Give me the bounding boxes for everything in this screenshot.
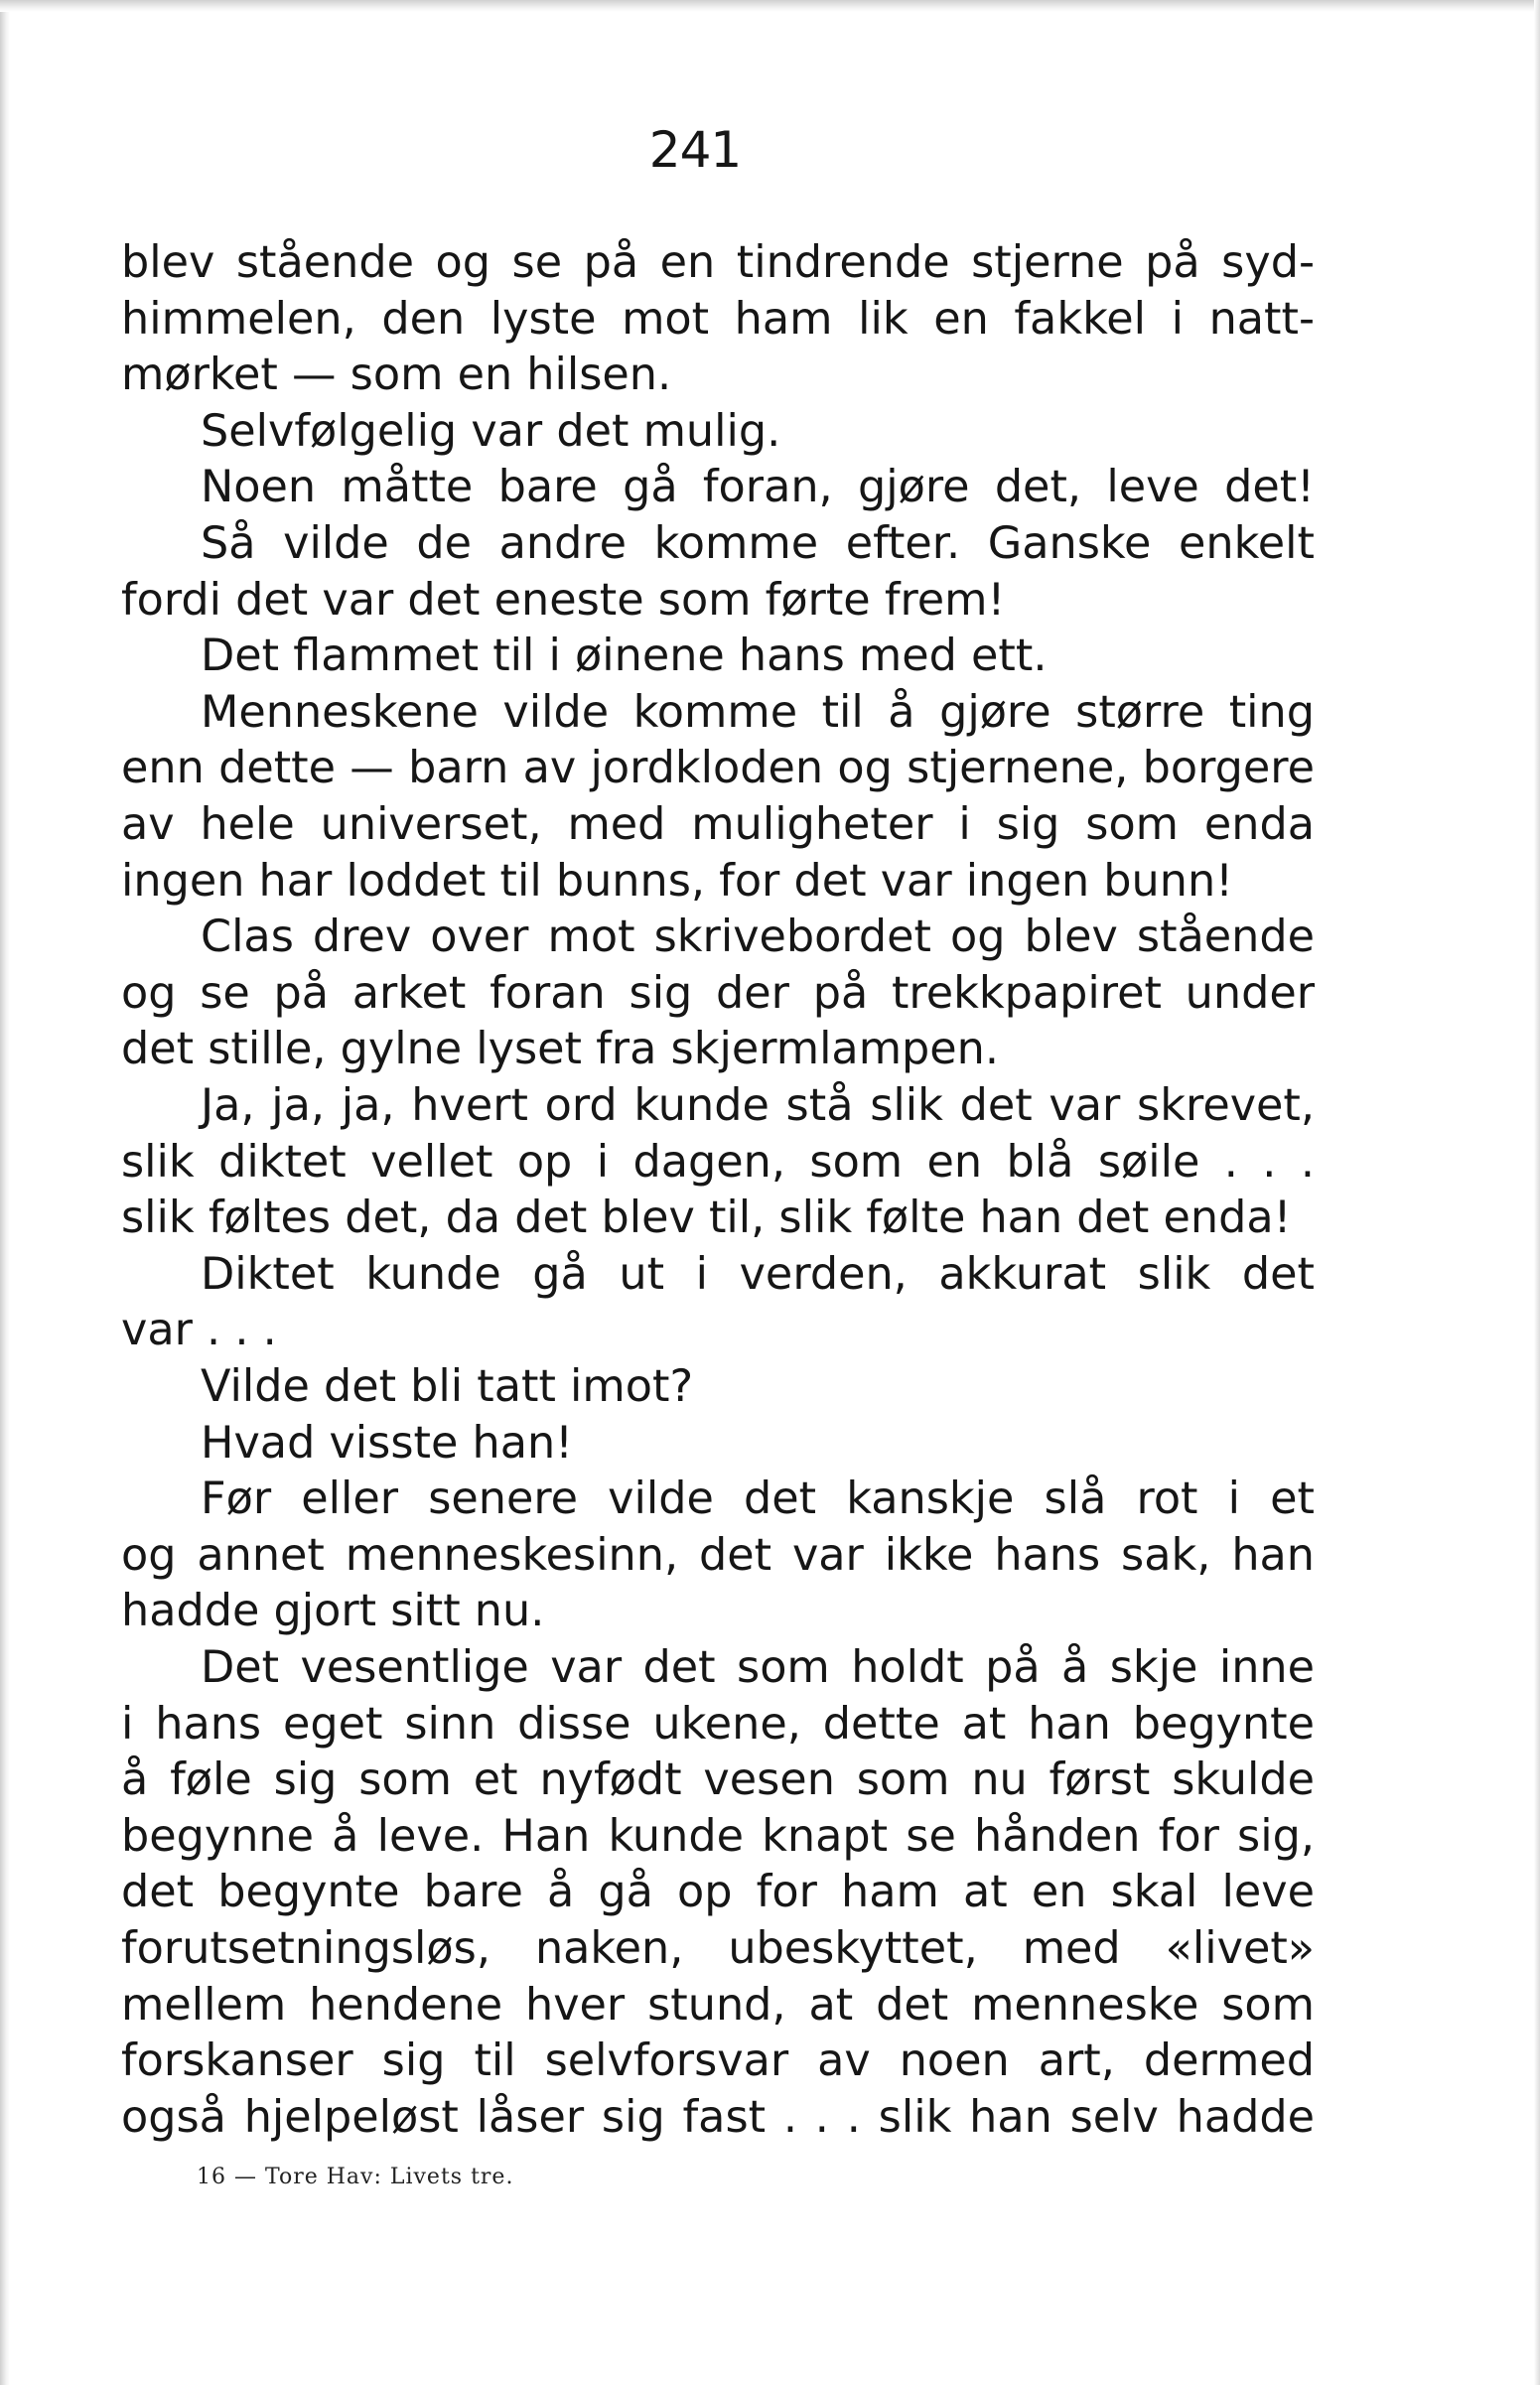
text-line: det stille, gylne lyset fra skjermlampen. bbox=[121, 1024, 1000, 1075]
text-line: Hvad visste han! bbox=[201, 1417, 574, 1469]
text-line: og annet menneskesinn, det var ikke hans sak, han bbox=[121, 1529, 1315, 1581]
page-right-edge bbox=[1534, 0, 1540, 2385]
text-line: Selvfølgelig var det mulig. bbox=[201, 405, 781, 457]
page-number: 241 bbox=[648, 121, 742, 179]
signature-footer: 16 — Tore Hav: Livets tre. bbox=[197, 2165, 514, 2189]
text-line: i hans eget sinn disse ukene, dette at han begynte bbox=[121, 1698, 1315, 1750]
text-line: hadde gjort sitt nu. bbox=[121, 1586, 545, 1637]
text-line: mellem hendene hver stund, at det menneske som bbox=[121, 1979, 1315, 2031]
text-line: blev stående og se på en tindrende stjerne på syd- bbox=[121, 237, 1315, 288]
text-line: forutsetningsløs, naken, ubeskyttet, med «livet» bbox=[121, 1923, 1315, 1974]
text-line: enn dette — barn av jordkloden og stjernene, borgere bbox=[121, 743, 1315, 794]
text-line: å føle sig som et nyfødt vesen som nu først skulde bbox=[121, 1754, 1315, 1806]
text-line: var . . . bbox=[121, 1305, 277, 1356]
text-line: mørket — som en hilsen. bbox=[121, 350, 672, 401]
text-line: forskanser sig til selvforsvar av noen art, dermed bbox=[121, 2035, 1315, 2087]
text-line: slik diktet vellet op i dagen, som en blå søile . . . bbox=[121, 1136, 1315, 1188]
text-line: og se på arket foran sig der på trekkpapiret under bbox=[121, 967, 1315, 1019]
text-line: det begynte bare å gå op for ham at en skal leve bbox=[121, 1867, 1315, 1918]
text-line: Ja, ja, ja, hvert ord kunde stå slik det var skrevet, bbox=[201, 1080, 1315, 1131]
text-line: fordi det var det eneste som førte frem! bbox=[121, 574, 1006, 626]
text-line: himmelen, den lyste mot ham lik en fakkel i natt- bbox=[121, 293, 1315, 345]
text-line: Så vilde de andre komme efter. Ganske enkelt bbox=[201, 518, 1315, 569]
text-line: Vilde det bli tatt imot? bbox=[201, 1361, 694, 1412]
text-line: Clas drev over mot skrivebordet og blev stående bbox=[201, 912, 1315, 963]
text-line: også hjelpeløst låser sig fast . . . slik han selv hadde bbox=[121, 2091, 1315, 2143]
text-line: av hele universet, med muligheter i sig som enda bbox=[121, 799, 1315, 850]
text-line: slik føltes det, da det blev til, slik følte han det enda! bbox=[121, 1192, 1292, 1244]
text-line: Diktet kunde gå ut i verden, akkurat slik det bbox=[201, 1248, 1315, 1300]
text-line: Det vesentlige var det som holdt på å skje inne bbox=[201, 1642, 1315, 1693]
text-line: Før eller senere vilde det kanskje slå rot i et bbox=[201, 1473, 1315, 1525]
page-left-edge bbox=[0, 0, 10, 2385]
text-line: Det flammet til i øinene hans med ett. bbox=[201, 631, 1048, 682]
page-top-edge bbox=[0, 0, 1540, 12]
text-line: begynne å leve. Han kunde knapt se hånden for sig, bbox=[121, 1810, 1315, 1862]
text-line: Noen måtte bare gå foran, gjøre det, leve det! bbox=[201, 462, 1315, 513]
text-line: ingen har loddet til bunns, for det var ingen bunn! bbox=[121, 855, 1233, 907]
text-line: Menneskene vilde komme til å gjøre større ting bbox=[201, 686, 1315, 738]
